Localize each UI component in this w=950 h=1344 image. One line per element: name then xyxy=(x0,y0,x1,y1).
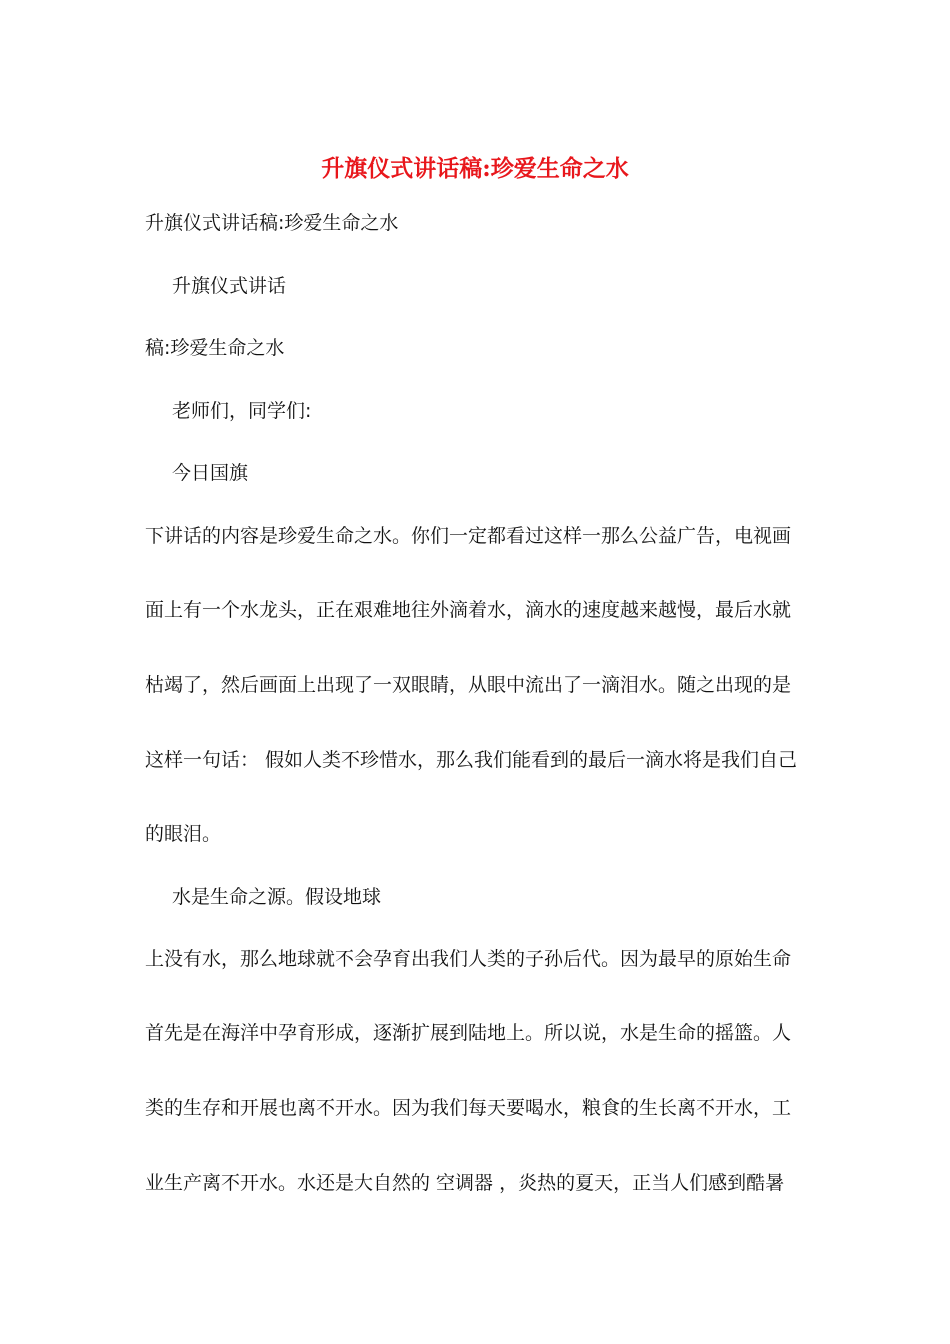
text-line-greeting: 老师们，同学们: xyxy=(172,400,312,422)
text-line: 类的生存和开展也离不开水。因为我们每天要喝水，粮食的生长离不开水，工 xyxy=(145,1097,792,1119)
text-line: 今日国旗 xyxy=(172,462,249,484)
text-line: 下讲话的内容是珍爱生命之水。你们一定都看过这样一那么公益广告，电视画 xyxy=(145,525,792,547)
text-line: 业生产离不开水。水还是大自然的 空调器 ，炎热的夏天，正当人们感到酷暑 xyxy=(145,1172,785,1194)
text-line: 枯竭了，然后画面上出现了一双眼睛，从眼中流出了一滴泪水。随之出现的是 xyxy=(145,674,792,696)
text-line-subtitle: 升旗仪式讲话稿:珍爱生命之水 xyxy=(145,212,399,234)
text-line: 稿:珍爱生命之水 xyxy=(145,337,285,359)
text-line: 面上有一个水龙头，正在艰难地往外滴着水，滴水的速度越来越慢，最后水就 xyxy=(145,599,792,621)
text-line: 升旗仪式讲话 xyxy=(172,275,287,297)
document-title: 升旗仪式讲话稿:珍爱生命之水 xyxy=(321,155,629,182)
text-line: 上没有水，那么地球就不会孕育出我们人类的子孙后代。因为最早的原始生命 xyxy=(145,948,792,970)
text-line: 的眼泪。 xyxy=(145,823,222,845)
text-line: 这样一句话： 假如人类不珍惜水，那么我们能看到的最后一滴水将是我们自己 xyxy=(145,749,798,771)
text-line: 首先是在海洋中孕育形成，逐渐扩展到陆地上。所以说，水是生命的摇篮。人 xyxy=(145,1022,792,1044)
text-line: 水是生命之源。假设地球 xyxy=(172,886,382,908)
